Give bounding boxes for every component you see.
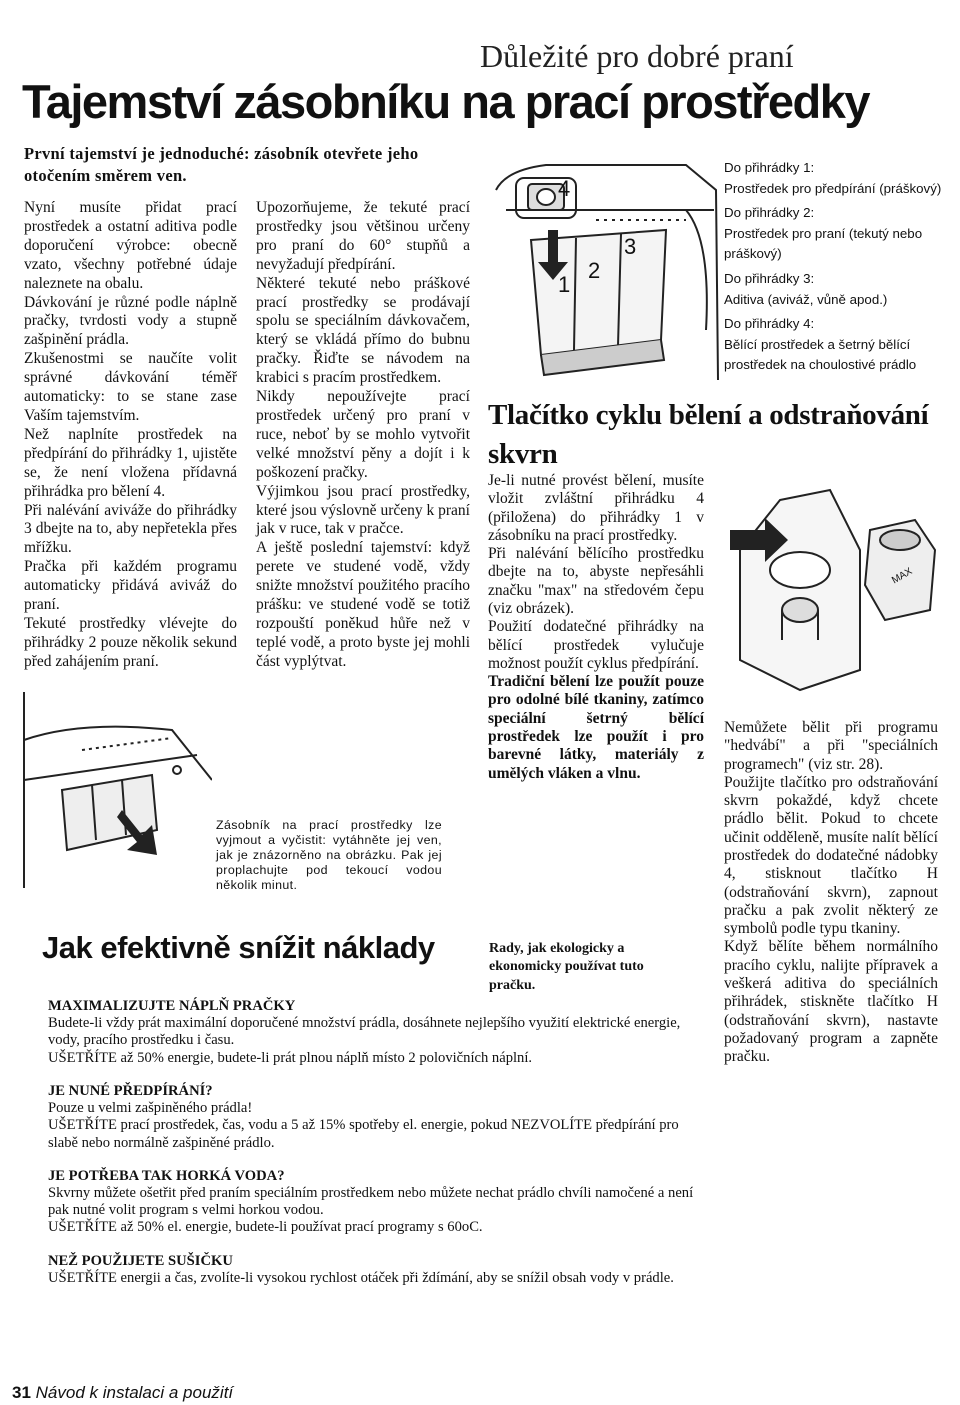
paragraph: Některé tekuté nebo práškové prací prostředky se prodávají spolu se speciálním dávkovačem, který se vkládá přímo do bubnu pračky. Řiďte se návodem na krabici s pracím prostředkem. [256,274,470,387]
bleach-heading: Tlačítko cyklu bělení a odstraňování skvrn [488,399,929,471]
paragraph: Při nalévání aviváže do přihrádky 3 dbejte na to, aby nepřetekla přes mřížku. [24,501,237,557]
tip [48,1253,708,1287]
paragraph: Použití dodatečné přihrádky na bělící prostředek vylučuje možnost použít cyklus předpírání. [488,618,704,672]
intro-subtitle: První tajemství je jednoduché: zásobník otevřete jeho otočením směrem ven. [24,144,419,186]
figure-label: 2 [588,258,601,283]
legend-item [724,158,956,199]
paragraph: Upozorňujeme, že tekuté prací prostředky jsou většinou určeny pro praní do 60° stupňů a nevyžadují předpírání. [256,199,470,273]
paragraph: Tekuté prostředky vlévejte do přihrádky 2 pouze několik sekund před zahájením praní. [24,614,237,670]
paragraph: Dávkování je různé podle náplně pračky, tvrdosti vody a stupně zašpinění prádla. [24,293,237,349]
bleach-column-1 [488,472,704,783]
tip-line: Skvrny můžete ošetřit před praním speciálním prostředkem nebo můžete nechat prádlo chvíli namočené a není pak nutné volit program s velmi horkou vodou. [48,1184,694,1219]
paragraph: Pračka při každém programu automaticky přidává aviváž do praní. [24,558,237,614]
column-2 [256,199,470,672]
page-title: Tajemství zásobníku na prací prostředky [22,75,869,128]
legend-label: Do přihrádky 4: [724,316,815,332]
legend-label: Do přihrádky 3: [724,271,815,287]
tip-heading: JE POTŘEBA TAK HORKÁ VODA? [48,1167,285,1184]
tip [48,998,708,1067]
tip-heading: NEŽ POUŽIJETE SUŠIČKU [48,1252,233,1269]
bleach-column-2 [724,719,938,1066]
paragraph: Nemůžete bělit při programu "hedvábí" a při "speciálních programech" (viz str. 28). [724,719,938,773]
legend-text: Prostředek pro předpírání (práškový) [724,180,942,196]
detergent-drawer-illustration [486,150,722,382]
column-1 [24,199,237,672]
drawer-removal-illustration [22,690,212,890]
figure-label: 1 [558,272,571,297]
section-kicker: Důležité pro dobré praní [480,38,794,74]
legend-label: Do přihrádky 1: [724,160,815,175]
compartment-legend [724,158,956,380]
paragraph: Při nalévání bělícího prostředku dbejte na to, abyste nepřesáhli značku "max" na středovém čepu (viz obrázek). [488,545,704,617]
tip-heading: MAXIMALIZUJTE NÁPLŇ PRAČKY [48,998,296,1014]
paragraph: Když bělíte během normálního pracího cyklu, nalijte přípravek a veškerá aditiva do speciálních přihrádek, stiskněte tlačítko H (odstraňování skvrn), nastavte požadovaný program a zapněte pračku. [724,938,938,1066]
legend-item [724,203,956,265]
footer-text: Návod k instalaci a použití [35,1383,234,1402]
legend-item [724,269,956,310]
tip-line: UŠETŘÍTE až 50% energie, budete-li prát plnou náplň místo 2 polovičních náplní. [48,1049,533,1066]
legend-text: Bělící prostředek a šetrný bělící prostředek na choulostivé prádlo [724,336,917,373]
eco-note: Rady, jak ekologicky a ekonomicky používat tuto pračku. [489,941,644,993]
figure-label: 4 [558,176,571,201]
tip [48,1083,708,1152]
costs-title: Jak efektivně snížit náklady [42,930,435,965]
tip-line: UŠETŘÍTE prací prostředek, čas, vodu a 5 až 15% spotřeby el. energie, pokud NEZVOLÍTE předpírání pro slabě nebo normálně zašpiněné prádlo. [48,1117,679,1151]
tip-line: UŠETŘÍTE až 50% el. energie, budete-li používat prací programy s 60oC. [48,1219,483,1236]
paragraph: Zkušenostmi se naučíte volit správné dávkování téměř automaticky: to se stane zase Vaším tajemstvím. [24,350,237,424]
figure-label: 3 [624,234,637,259]
legend-text: Prostředek pro praní (tekutý nebo práškový) [724,225,923,262]
tips-list [48,998,708,1303]
tip-line: Budete-li vždy prát maximální doporučené množství prádla, dosáhnete nejlepšího využití elektrické energie, vody, pracího prostředku i času. [48,1015,681,1049]
paragraph: Než naplníte prostředek na předpírání do přihrádky 1, ujistěte se, že není vložena přídavná přihrádka pro bělení 4. [24,425,237,500]
legend-item [724,314,956,376]
tip-heading: JE NUNÉ PŘEDPÍRÁNÍ? [48,1082,213,1099]
legend-label: Do přihrádky 2: [724,205,815,221]
bleach-container-illustration [720,460,950,710]
figure-caption: Zásobník na prací prostředky lze vyjmout a vyčistit: vytáhněte jej ven, jak je znázorněno na obrázku. Pak jej proplachujte pod tekoucí vodou několik minut. [216,818,442,892]
legend-text: Aditiva (aviváž, vůně apod.) [724,291,888,307]
page-number: 31 [12,1383,31,1402]
tip-line: Pouze u velmi zašpiněného prádla! [48,1100,253,1117]
max-label: MAX [890,565,915,587]
paragraph: Výjimkou jsou prací prostředky, které jsou výslovně určeny k praní jak v ruce, tak v pračce. [256,482,470,538]
paragraph: Nyní musíte přidat prací prostředek a ostatní aditiva podle doporučení výrobce: obecně vzato, všechny potřebné údaje naleznete na obalu. [24,199,237,292]
tip-line: UŠETŘÍTE energii a čas, zvolíte-li vysokou rychlost otáček při ždímání, aby se snížil obsah vody v prádle. [48,1269,674,1286]
paragraph: Nikdy nepoužívejte prací prostředek určený pro praní v ruce, neboť by se mohlo vytvořit velké množství pěny a dojít i k poškození pračky. [256,388,470,481]
paragraph: Použijte tlačítko pro odstraňování skvrn pokaždé, když chcete prádlo bělit. Pokud to chcete učinit odděleně, musíte nalít bělící prostředek do dodatečné nádobky 4, stisknout tlačítko H (odstraňování skvrn), zapnout pračku a pak zvolit některý ze symbolů podle typu tkaniny. [724,773,938,938]
paragraph: Je-li nutné provést bělení, musíte vložit zvláštní přihrádku 4 (přiložena) do přihrádky 1 v zásobníku na prací prostředky. [488,472,704,544]
paragraph-bold: Tradiční bělení lze použít pouze pro odolné bílé tkaniny, zatímco speciální šetrný bělící prostředek lze použít i pro barevné látky, materiály z umělých vláken a vlnu. [488,673,704,782]
page-footer [12,1383,312,1403]
paragraph: A ještě poslední tajemství: když perete ve studené vodě, vždy snižte množství použitého pracího prášku: ve studené vodě se totiž rozpouští poněkud hůře než v teplé vodě, a proto byste jej mohli část vyplýtvat. [256,539,470,670]
tip [48,1168,708,1237]
